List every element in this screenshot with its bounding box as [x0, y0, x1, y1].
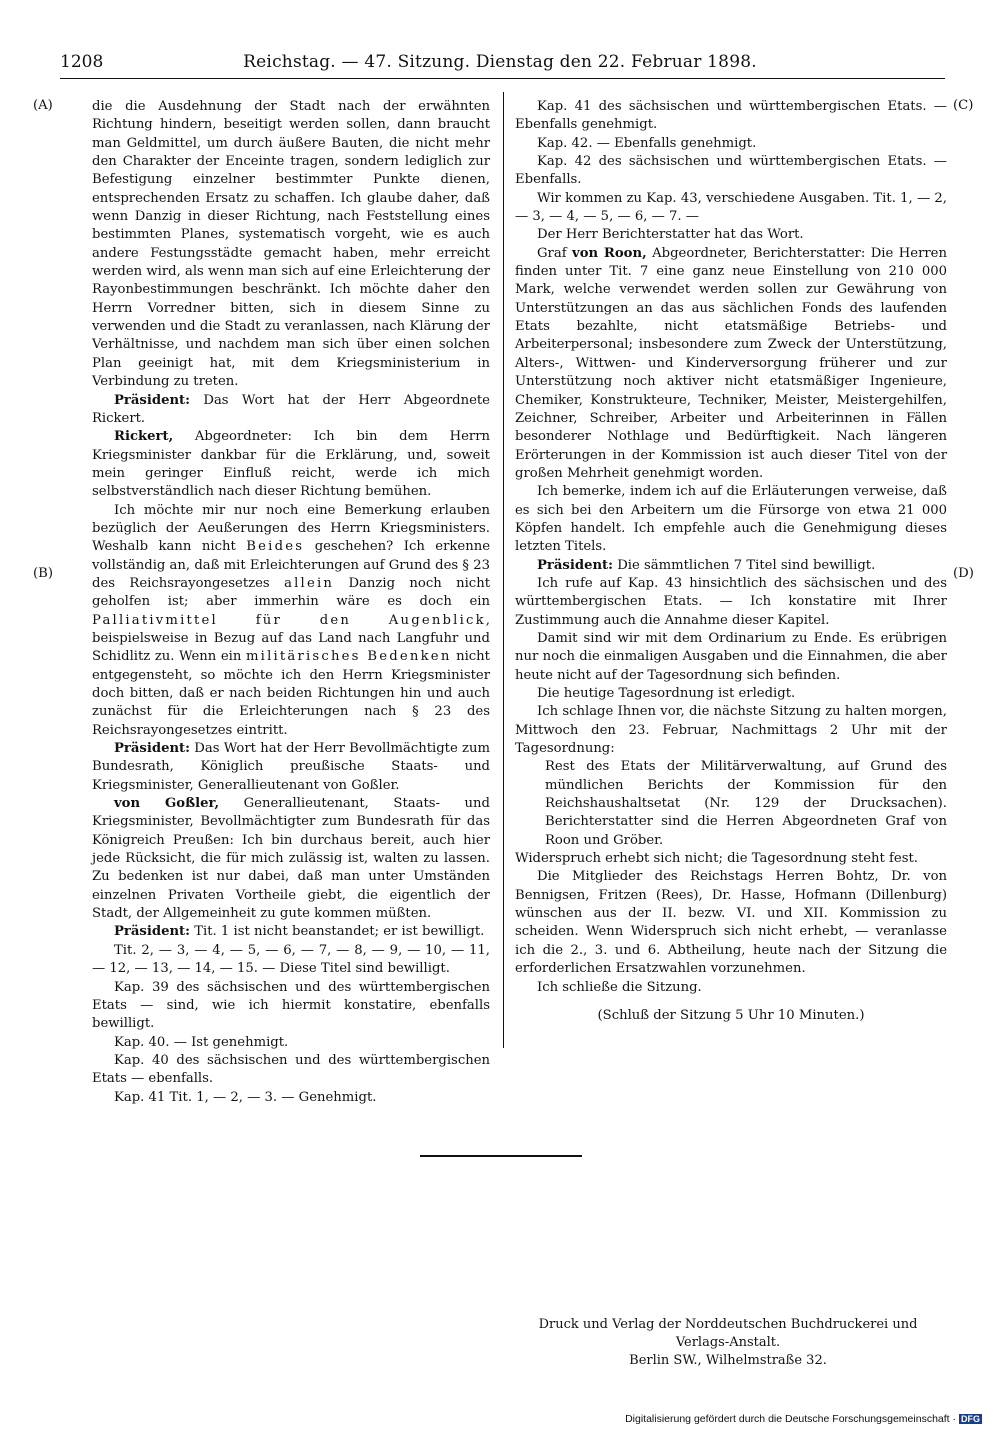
paragraph: Kap. 39 des sächsischen und des württembergischen Etats — sind, wie ich hiermit konstatire, ebenfalls bewilligt. [92, 979, 490, 1032]
paragraph: Kap. 41 Tit. 1, — 2, — 3. — Genehmigt. [114, 1089, 377, 1105]
paragraph: Ich möchte mir nur noch eine Bemerkung erlauben bezüglich der Aeußerungen des Herrn Kriegsministers. Weshalb kann nicht Beides geschehen? Ich erkenne vollständig an, daß mit Erleichterungen auf Grund des § 23 des Reichsrayongesetzes allein Danzig noch nicht geholfen ist; aber immerhin wäre es doch ein Palliativmittel für den Augenblick, beispielsweise in Bezug auf das Land nach Langfuhr und Schidlitz zu. Wenn ein militärisches Bedenken nicht entgegensteht, so möchte ich den Herrn Kriegsminister doch bitten, daß er nach beiden Richtungen hin und auch zunächst für die Erleichterungen nach § 23 des Reichsrayongesetzes eintritt. [92, 502, 491, 738]
right-column [515, 98, 947, 1025]
paragraph: von Goßler, Generallieutenant, Staats- und Kriegsminister, Bevollmächtigter zum Bundesrath für das Königreich Preußen: Ich bin durchaus bereit, auch hier jede Rücksicht, die für mich zulässig ist, walten zu lassen. Zu bedenken ist nur dabei, daß man unter Umständen einzelnen Privaten Vortheile giebt, die eigentlich der Stadt, der Allgemeinheit zu gute kommen müßten. [92, 796, 490, 922]
speaker-name: Rickert, [114, 429, 174, 445]
paragraph: Kap. 41 des sächsischen und württembergischen Etats. — Ebenfalls genehmigt. [515, 99, 947, 133]
margin-mark-d: (D) [953, 566, 974, 581]
paragraph: die die Ausdehnung der Stadt nach der erwähnten Richtung hindern, beseitigt werden sollen, dann braucht man Geldmittel, um durch äußere Bauten, die nicht mehr den Charakter der Enceinte tragen, sondern lediglich zur Befestigung einzelner bestimmter Punkte dienen, entsprechenden Ersatz zu schaffen. Ich glaube daher, daß wenn Danzig in dieser Richtung, nach Feststellung eines bestimmten Planes, systematisch vorgeht, wie es auch andere Festungsstädte gemacht haben, mehr erreicht werden wird, als wenn man sich auf eine Erleichterung der Rayonbestimmungen beschränkt. Ich möchte daher den Herrn Vorredner bitten, sich in diesem Sinne zu verwenden und die Stadt zu veranlassen, nach Klärung der Verhältnisse, und nachdem man sich über einen solchen Plan geeinigt hat, mit dem Kriegsministerium in Verbindung zu treten. [92, 99, 490, 390]
paragraph: Ich bemerke, indem ich auf die Erläuterungen verweise, daß es sich bei den Arbeitern um die Fürsorge von etwa 21 000 Köpfen handelt. Ich empfehle auch die Genehmigung dieses letzten Titels. [515, 484, 947, 555]
speaker-name: von Goßler, [114, 796, 220, 812]
imprint-line-1: Druck und Verlag der Norddeutschen Buchdruckerei und Verlags-Anstalt. [538, 1317, 918, 1350]
imprint [510, 1316, 946, 1370]
column-divider [503, 92, 504, 1048]
credit-text: Digitalisierung gefördert durch die Deutsche Forschungsgemeinschaft · [625, 1413, 956, 1425]
emphasis: Beides [246, 539, 305, 555]
paragraph: Präsident: Tit. 1 ist nicht beanstandet; er ist bewilligt. [114, 924, 485, 940]
paragraph: Kap. 42 des sächsischen und württembergischen Etats. — Ebenfalls. [515, 154, 947, 188]
paragraph: Wir kommen zu Kap. 43, verschiedene Ausgaben. Tit. 1, — 2, — 3, — 4, — 5, — 6, — 7. — [515, 190, 947, 225]
paragraph: Tit. 2, — 3, — 4, — 5, — 6, — 7, — 8, — 9, — 10, — 11, — 12, — 13, — 14, — 15. — Diese Titel sind bewilligt. [92, 942, 490, 977]
dfg-logo: DFG [961, 1414, 980, 1424]
speaker-name: von Roon, [572, 245, 647, 261]
paragraph: Kap. 40. — Ist genehmigt. [114, 1034, 289, 1050]
paragraph: Damit sind wir mit dem Ordinarium zu Ende. Es erübrigen nur noch die einmaligen Ausgaben und die Einnahmen, die aber heute nicht auf der Tagesordnung sich befinden. [515, 630, 947, 683]
agenda-item: Rest des Etats der Militärverwaltung, auf Grund des mündlichen Berichts der Kommission für den Reichshaushaltsetat (Nr. 129 der Drucksachen). Berichterstatter sind die Herren Abgeordneten Graf von Roon und Gröber. [545, 759, 947, 848]
paragraph: Ich schließe die Sitzung. [537, 979, 702, 995]
page-header [60, 52, 940, 74]
paragraph: Ich rufe auf Kap. 43 hinsichtlich des sächsischen und des württembergischen Etats. — Ich konstatire mit Ihrer Zustimmung auch die Annahme dieser Kapitel. [515, 575, 947, 628]
paragraph: Graf von Roon, Abgeordneter, Berichterstatter: Die Herren finden unter Tit. 7 eine ganz neue Einstellung von 210 000 Mark, welche verwendet werden sollen zur Gewährung von Unterstützungen an das aus sächlichen Fonds des laufenden Etats bezahlte, nicht etatsmäßige Betriebs- und Arbeiterpersonal; insbesondere zum Zweck der Unterstützung, Alters-, Wittwen- und Kinderversorgung früherer und zur Unterstützung noch aktiver nicht etatsmäßiger Ingenieure, Chemiker, Konstrukteure, Techniker, Meister, Meistergehilfen, Zeichner, Schreiber, Arbeiter und Arbeiterinnen in Fällen besonderer Nothlage und Bedürftigkeit. Nach längeren Erörterungen in der Kommission ist auch dieser Titel von der großen Mehrheit genehmigt worden. [515, 245, 947, 481]
header-rule [60, 78, 945, 79]
paragraph: Ich schlage Ihnen vor, die nächste Sitzung zu halten morgen, Mittwoch den 23. Februar, Nachmittags 2 Uhr mit der Tagesordnung: [515, 704, 947, 757]
left-column [92, 98, 490, 1107]
margin-mark-b: (B) [33, 566, 53, 581]
paragraph: Die heutige Tagesordnung ist erledigt. [537, 686, 796, 701]
margin-mark-a: (A) [33, 98, 53, 113]
page-number: 1208 [60, 52, 104, 72]
paragraph: Die Mitglieder des Reichstags Herren Bohtz, Dr. von Bennigsen, Fritzen (Rees), Dr. Hasse, Hofmann (Dillenburg) wünschen aus der II. bezw. VI. und XII. Kommission zu scheiden. Wenn Widerspruch sich nicht erhebt, — veranlasse ich die 2., 3. und 6. Abtheilung, heute nach der Sitzung die erforderlichen Ersatzwahlen vorzunehmen. [515, 869, 947, 977]
speaker-name: Präsident: [537, 557, 614, 573]
paragraph: Rickert, Abgeordneter: Ich bin dem Herrn Kriegsminister dankbar für die Erklärung, und, soweit mein geringer Einfluß reicht, werde ich mich selbstverständlich nach dieser Richtung bemühen. [92, 429, 490, 500]
digitization-credit [625, 1413, 982, 1425]
imprint-line-2: Berlin SW., Wilhelmstraße 32. [629, 1353, 827, 1368]
paragraph: Präsident: Das Wort hat der Herr Bevollmächtigte zum Bundesrath, Königlich preußische Staats- und Kriegsminister, Generallieutenant von Goßler. [92, 741, 490, 793]
paragraph: Präsident: Die sämmtlichen 7 Titel sind bewilligt. [537, 557, 876, 573]
paragraph: Präsident: Das Wort hat der Herr Abgeordnete Rickert. [92, 392, 490, 426]
emphasis: Palliativmittel für den Augenblick [92, 612, 486, 628]
paragraph: Der Herr Berichterstatter hat das Wort. [537, 227, 804, 243]
speaker-name: Präsident: [114, 924, 191, 940]
paragraph: Widerspruch erhebt sich nicht; die Tagesordnung steht fest. [515, 851, 918, 867]
end-rule [420, 1155, 582, 1157]
emphasis: allein [284, 575, 335, 591]
margin-mark-c: (C) [953, 98, 974, 113]
speaker-name: Präsident: [114, 741, 191, 757]
paragraph: Kap. 42. — Ebenfalls genehmigt. [537, 135, 757, 151]
running-title: Reichstag. — 47. Sitzung. Dienstag den 22. Februar 1898. [243, 52, 757, 72]
paragraph: Kap. 40 des sächsischen und des württembergischen Etats — ebenfalls. [92, 1052, 490, 1087]
speaker-name: Präsident: [114, 392, 191, 408]
emphasis: militärisches Bedenken [245, 649, 452, 665]
closing-note: (Schluß der Sitzung 5 Uhr 10 Minuten.) [597, 1007, 865, 1023]
